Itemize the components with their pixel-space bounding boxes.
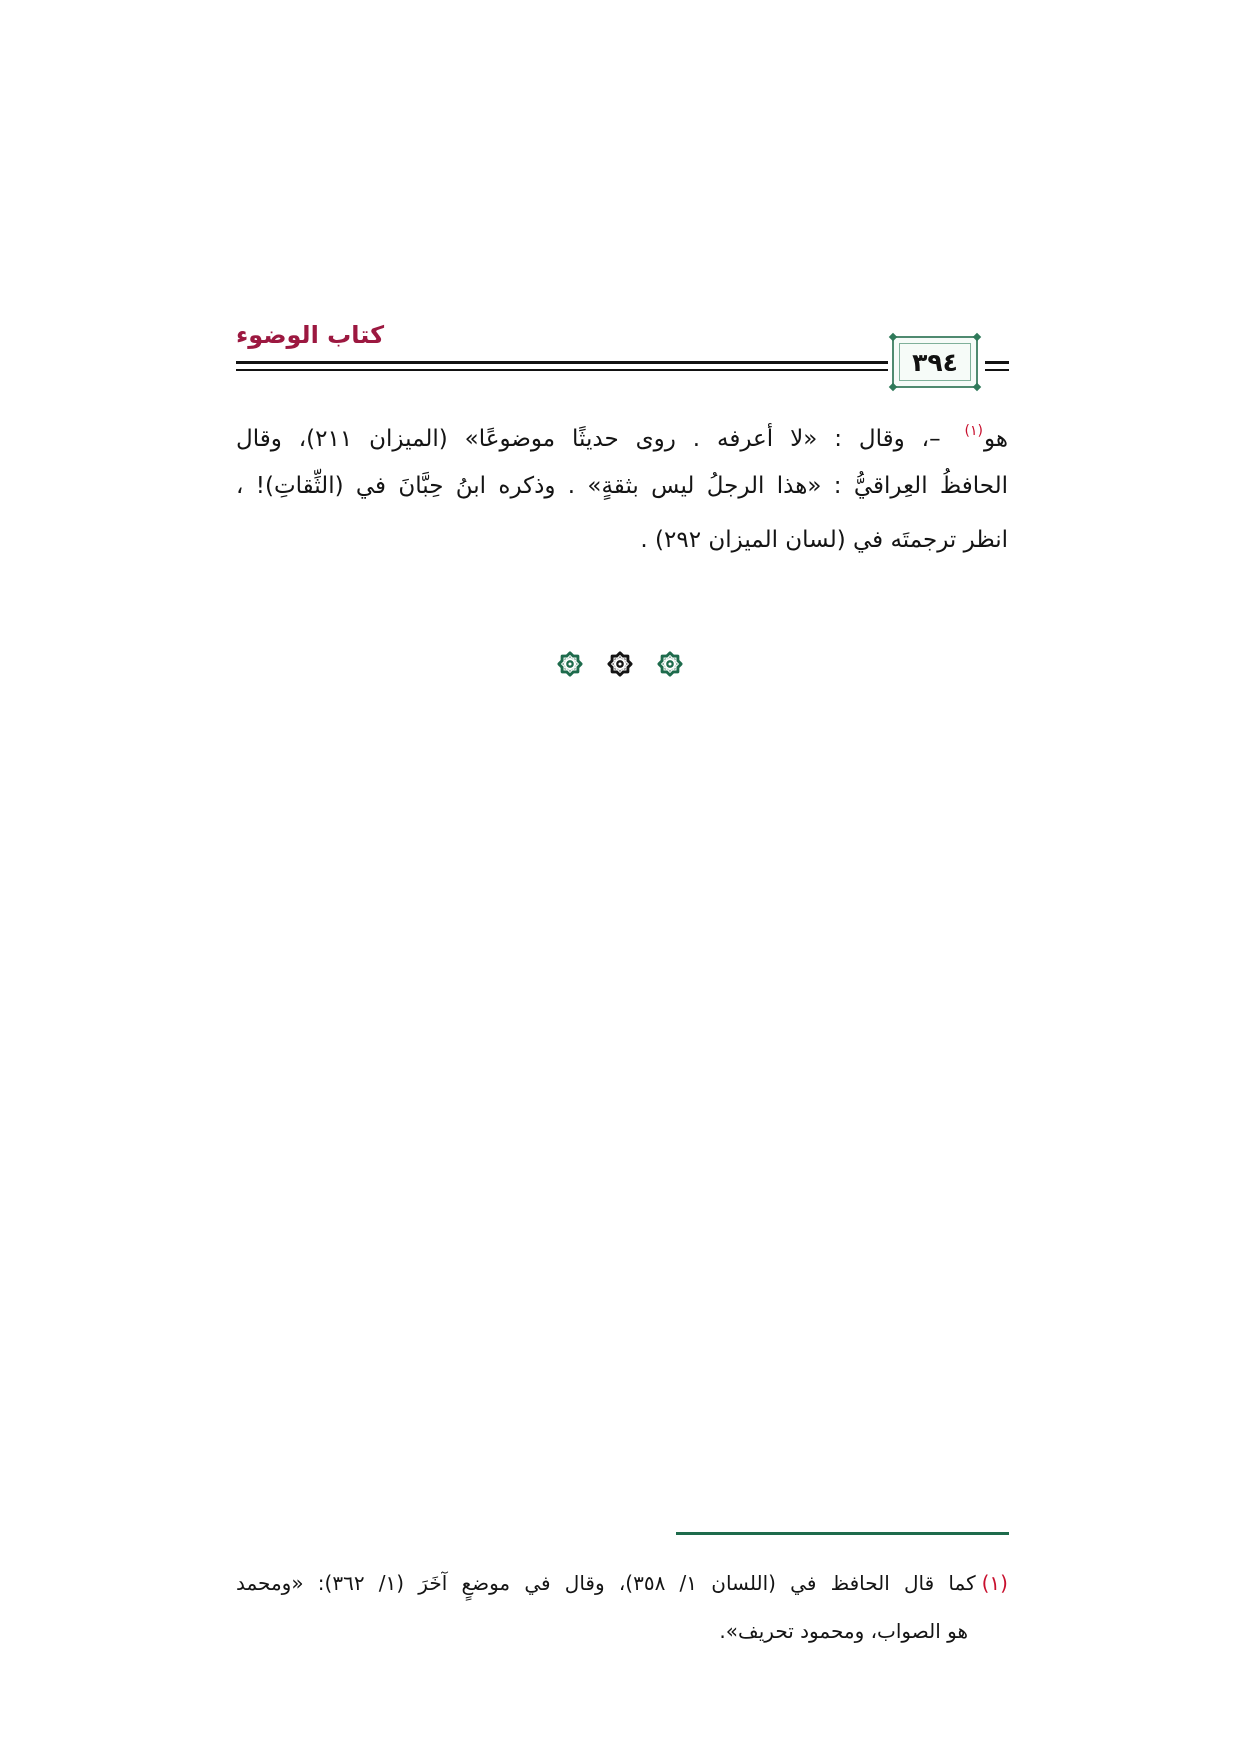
body-line-1 — [236, 408, 1008, 454]
corner-ornament-icon — [889, 333, 897, 341]
footnote-marker: (١) — [981, 1571, 1008, 1595]
flower-icon — [653, 647, 687, 681]
corner-ornament-icon — [889, 383, 897, 391]
page-number: ٣٩٤ — [899, 343, 971, 381]
flower-icon — [553, 647, 587, 681]
footnote-line-1 — [236, 1563, 1008, 1603]
body-line-1-text: –، وقال : «لا أعرفه . روى حديثًا موضوعًا» (الميزان ٢١١)، وقال — [236, 426, 941, 452]
footnote-reference[interactable]: (١) — [964, 423, 983, 439]
corner-ornament-icon — [973, 333, 981, 341]
page-number-frame — [892, 336, 978, 388]
body-line-2: الحافظُ العِراقيُّ : «هذا الرجلُ ليس بثقةٍ» . وذكره ابنُ حِبَّانَ في (الثِّقاتِ)! ، — [236, 473, 1008, 499]
running-header-title: كتاب الوضوء — [236, 321, 385, 349]
footnote-text-1: كما قال الحافظ في (اللسان ١/ ٣٥٨)، وقال في موضعٍ آخَرَ (١/ ٣٦٢): «ومحمد — [236, 1571, 976, 1595]
body-line-1-word: هو — [983, 426, 1008, 452]
header-rule-short-thin — [985, 369, 1009, 371]
header-rule-short-thick — [985, 361, 1009, 364]
body-line-3: انظر ترجمتَه في (لسان الميزان ٢٩٢) . — [640, 527, 1008, 553]
footnote-separator — [676, 1532, 1009, 1535]
corner-ornament-icon — [973, 383, 981, 391]
flower-icon — [603, 647, 637, 681]
header-rule-thin — [236, 369, 888, 371]
header-rule-thick — [236, 361, 888, 364]
footnote-line-2: هو الصواب، ومحمود تحريف». — [719, 1619, 968, 1643]
